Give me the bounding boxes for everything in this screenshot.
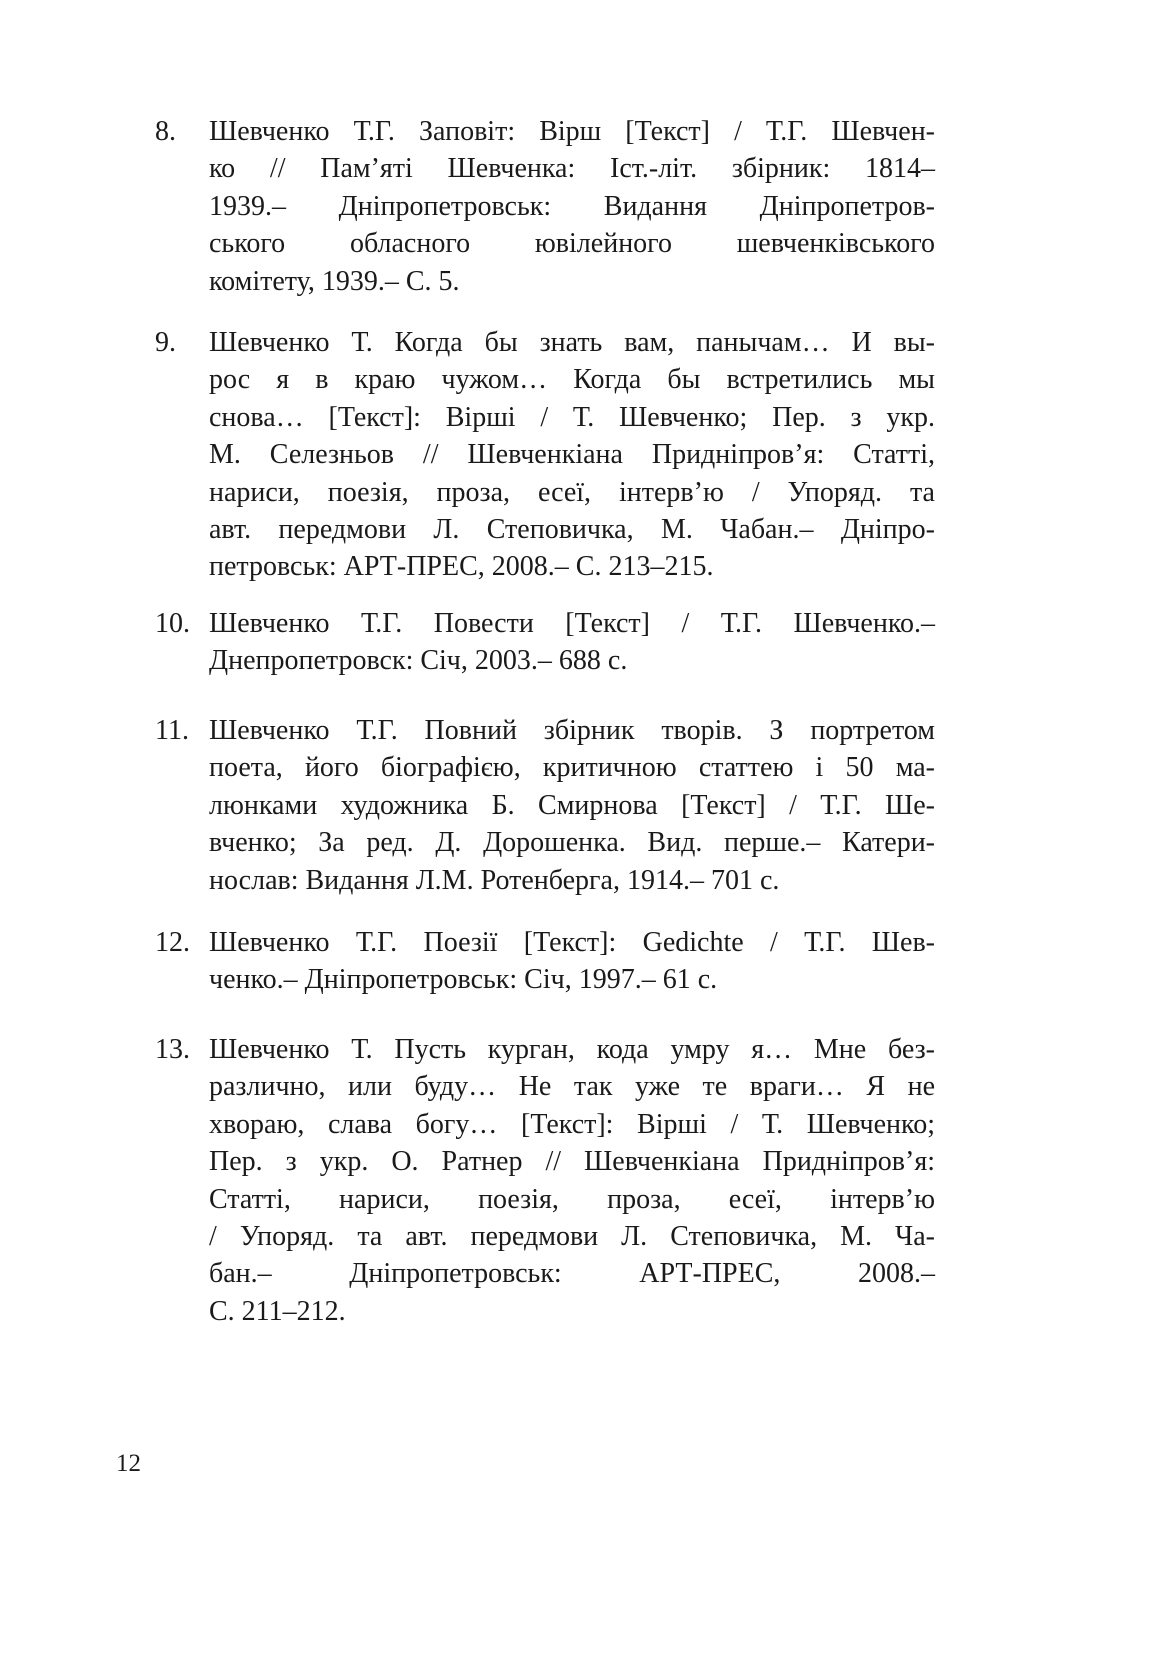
- entry-number: 10.: [155, 608, 190, 639]
- entry-line: авт. передмови Л. Степовичка, М. Чабан.– Дніпро-: [209, 514, 935, 546]
- entry-line: бан.– Дніпропетровськ: АРТ-ПРЕС, 2008.–: [209, 1258, 935, 1290]
- page-number: 12: [116, 1450, 141, 1477]
- entry-line: ченко.– Дніпропетровськ: Січ, 1997.– 61 с.: [209, 964, 718, 996]
- entry-number: 12.: [155, 927, 190, 958]
- entry-text: [209, 1031, 935, 1330]
- entry-line: Пер. з укр. О. Ратнер // Шевченкіана Придніпров’я:: [209, 1146, 935, 1178]
- entry-line: хвораю, слава богу… [Текст]: Вірші / Т. Шевченко;: [209, 1108, 935, 1140]
- entry-number: 8.: [155, 116, 176, 147]
- entry-number: 9.: [155, 327, 176, 358]
- entry-line: нослав: Видання Л.М. Ротенберга, 1914.– 701 с.: [209, 864, 780, 896]
- entry-number: 11.: [155, 715, 189, 746]
- entry-text: [209, 924, 935, 999]
- entry-line: рос я в краю чужом… Когда бы встретились мы: [209, 364, 935, 396]
- bibliography-entry-11: [155, 712, 935, 899]
- entry-line: поета, його біографією, критичною статтею і 50 ма-: [209, 752, 935, 784]
- entry-line: Шевченко Т.Г. Поезії [Текст]: Gedichte / Т.Г. Шев-: [209, 927, 935, 958]
- bibliography-entry-12: [155, 924, 935, 999]
- entry-line: / Упоряд. та авт. передмови Л. Степовичка, М. Ча-: [209, 1221, 935, 1253]
- entry-text: [209, 605, 935, 680]
- entry-text: [209, 324, 935, 586]
- entry-line: М. Селезньов // Шевченкіана Придніпров’я: Статті,: [209, 439, 935, 471]
- entry-line: вченко; За ред. Д. Дорошенка. Вид. перше.– Катери-: [209, 827, 935, 859]
- bibliography-entry-9: [155, 324, 935, 586]
- entry-line: 1939.– Дніпропетровськ: Видання Дніпропетров-: [209, 190, 935, 222]
- entry-number: 13.: [155, 1034, 190, 1065]
- entry-text: [209, 712, 935, 899]
- entry-line: петровськ: АРТ-ПРЕС, 2008.– С. 213–215.: [209, 551, 714, 583]
- entry-line: ського обласного ювілейного шевченківського: [209, 228, 935, 260]
- entry-line: Шевченко Т.Г. Повний збірник творів. З портретом: [209, 715, 935, 746]
- entry-line: Шевченко Т. Когда бы знать вам, панычам… И вы-: [209, 327, 935, 358]
- entry-line: Шевченко Т. Пусть курган, кода умру я… Мне без-: [209, 1034, 935, 1065]
- entry-line: различно, или буду… Не так уже те враги… Я не: [209, 1071, 935, 1103]
- entry-line: снова… [Текст]: Вірші / Т. Шевченко; Пер. з укр.: [209, 401, 935, 433]
- bibliography-entry-10: [155, 605, 935, 680]
- entry-line: нариси, поезія, проза, есеї, інтерв’ю / Упоряд. та: [209, 476, 935, 508]
- bibliography-entry-13: [155, 1031, 935, 1330]
- entry-line: комітету, 1939.– С. 5.: [209, 265, 460, 297]
- entry-line: Статті, нариси, поезія, проза, есеї, інтерв’ю: [209, 1183, 935, 1215]
- entry-line: Шевченко Т.Г. Повести [Текст] / Т.Г. Шевченко.–: [209, 608, 935, 639]
- entry-line: С. 211–212.: [209, 1295, 346, 1327]
- entry-line: люнками художника Б. Смирнова [Текст] / Т.Г. Ше-: [209, 789, 935, 821]
- entry-line: Днепропетровск: Січ, 2003.– 688 с.: [209, 645, 628, 677]
- bibliography-entry-8: [155, 113, 935, 300]
- entry-line: Шевченко Т.Г. Заповіт: Вірш [Текст] / Т.Г. Шевчен-: [209, 116, 935, 147]
- entry-line: ко // Пам’яті Шевченка: Іст.-літ. збірник: 1814–: [209, 153, 935, 185]
- entry-text: [209, 113, 935, 300]
